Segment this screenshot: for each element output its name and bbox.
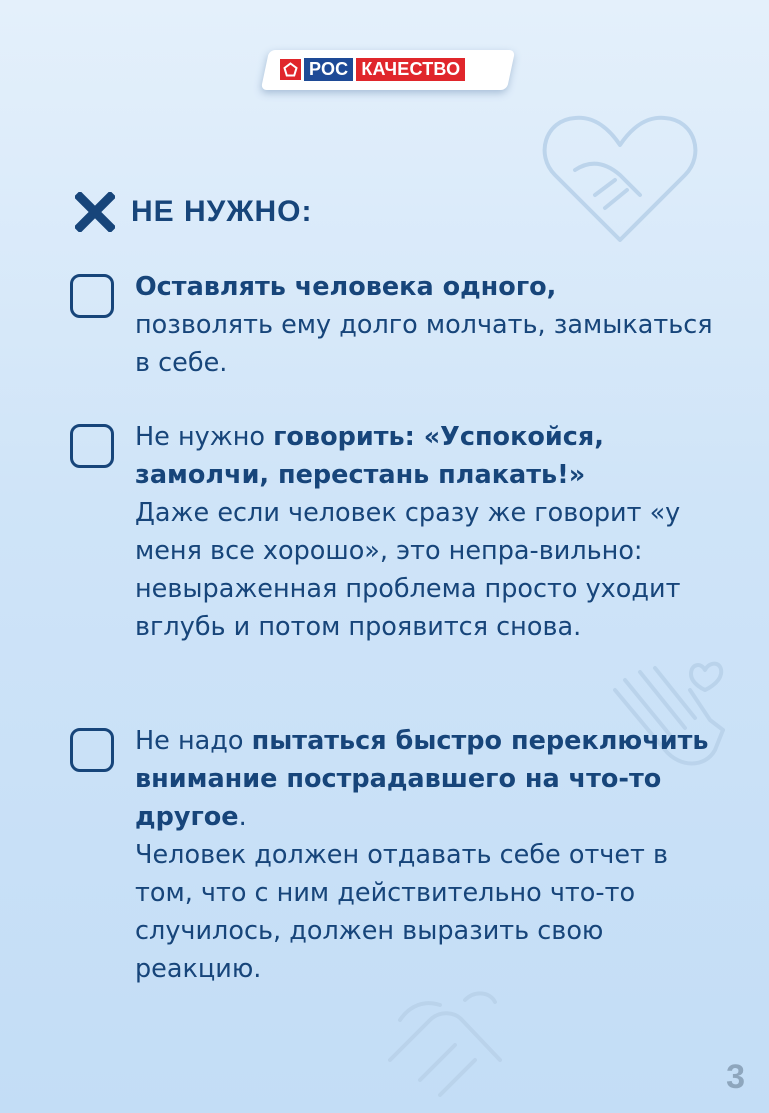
page-number: 3 xyxy=(726,1058,745,1096)
list-item xyxy=(70,418,710,698)
list-item xyxy=(70,722,710,1002)
item-tail-text: . xyxy=(238,802,247,832)
logo-text-ros: РОС xyxy=(304,58,353,81)
item-text xyxy=(135,722,715,988)
item-bold-text: Оставлять человека одного, xyxy=(135,272,557,302)
item-lead-text: Не нужно xyxy=(135,422,274,452)
item-text xyxy=(135,418,715,646)
item-body-text: Человек должен отдавать себе отчет в том, что с ним действительно что-то случилось, должен выразить свою реакцию. xyxy=(135,840,669,984)
checkbox-icon xyxy=(70,424,114,468)
list-item xyxy=(70,268,713,388)
cross-icon xyxy=(75,192,115,232)
logo-text-kachestvo: КАЧЕСТВО xyxy=(356,58,465,81)
item-body-text: Даже если человек сразу же говорит «у меня все хорошо», это непра-вильно: невыраженная проблема просто уходит вглубь и потом проявится снова. xyxy=(135,498,681,642)
section-heading xyxy=(75,190,312,234)
heading-text: НЕ НУЖНО: xyxy=(131,195,313,228)
item-bold-text: говорить: «Успокойся, замолчи, перестань плакать!» xyxy=(135,422,604,490)
item-body-text: позволять ему долго молчать, замыкаться в себе. xyxy=(135,310,713,378)
item-lead-text: Не надо xyxy=(135,726,252,756)
item-text xyxy=(135,268,715,382)
checkbox-icon xyxy=(70,274,114,318)
roskachestvo-logo xyxy=(280,57,465,82)
checkbox-icon xyxy=(70,728,114,772)
heart-hands-icon xyxy=(535,100,705,250)
pentagon-icon xyxy=(280,59,301,80)
item-bold-text: пытаться быстро переключить внимание пострадавшего на что-то другое xyxy=(135,726,709,832)
